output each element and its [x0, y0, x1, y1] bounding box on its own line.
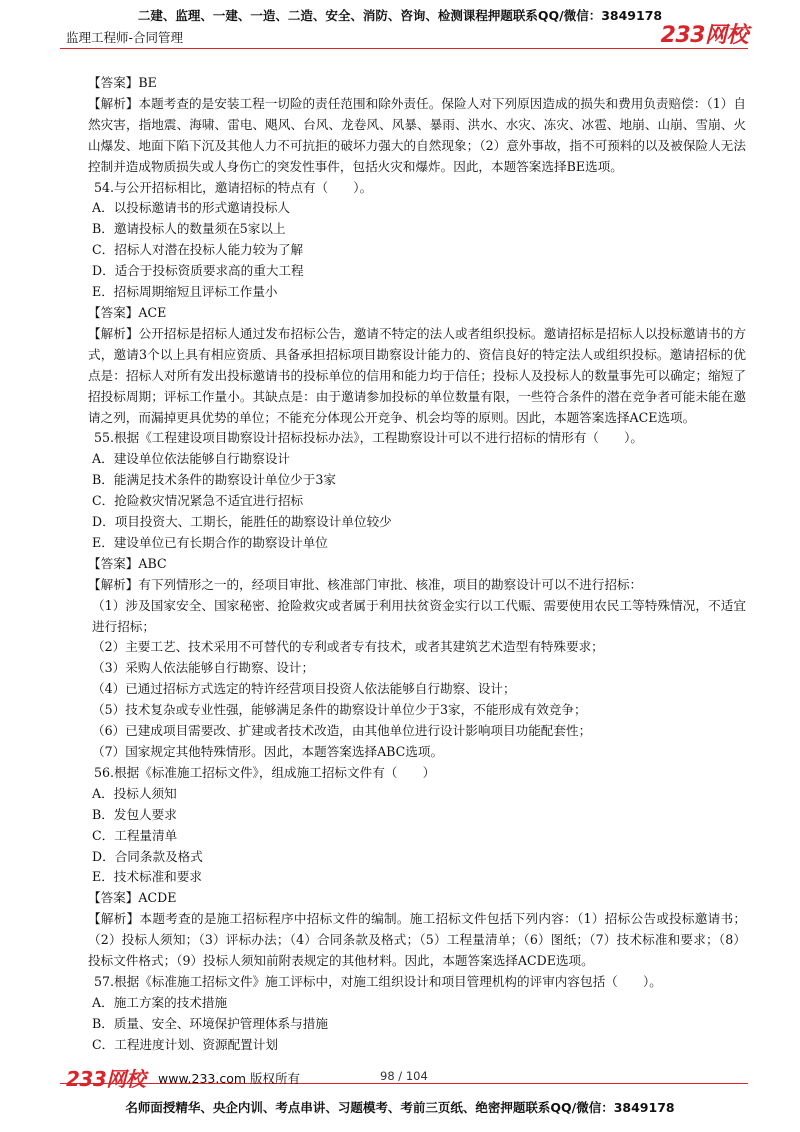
- answer-option: B．质量、安全、环境保护管理体系与措施: [92, 1015, 328, 1031]
- answer-option: A．施工方案的技术措施: [92, 994, 228, 1010]
- paragraph: （4）已通过招标方式选定的特许经营项目投资人依法能够自行勘察、设计；: [92, 681, 516, 697]
- answer-option: E．建设单位已有长期合作的勘察设计单位: [92, 534, 328, 550]
- paragraph: （7）国家规定其他特殊情形。因此，本题答案选择ABC选项。: [92, 744, 444, 759]
- question-stem: 54.与公开招标相比，邀请招标的特点有（ ）。: [94, 179, 373, 195]
- answer-option: B．能满足技术条件的勘察设计单位少于3家: [92, 472, 336, 488]
- paragraph: 【答案】ACE: [88, 304, 167, 320]
- question-stem: 57.根据《标准施工招标文件》施工评标中，对施工组织设计和项目管理机构的评审内容包括（ ）。: [94, 973, 662, 989]
- answer-option: C．工程量清单: [92, 827, 178, 843]
- answer-option: E．招标周期缩短且评标工作量小: [92, 284, 278, 300]
- paragraph: （6）已建成项目需要改、扩建或者技术改造，由其他单位进行设计影响项目功能配套性；: [92, 723, 592, 739]
- answer-option: C．招标人对潜在投标人能力较为了解: [92, 242, 304, 258]
- question-stem: 55.根据《工程建设项目勘察设计招标投标办法》，工程勘察设计可以不进行招标的情形有（ ）。: [94, 430, 643, 446]
- answer-option: D．适合于投标资质要求高的重大工程: [92, 263, 304, 279]
- footer-site-text: www.233.com 版权所有: [158, 1071, 300, 1086]
- document-body: [86, 73, 746, 1056]
- footer-logo: 233网校: [66, 1067, 146, 1091]
- footer-contact-line: 名师面授精华、央企内训、考点串讲、习题模考、考前三页纸、绝密押题联系QQ/微信：3849178: [125, 1100, 675, 1115]
- paragraph: 【答案】ABC: [88, 555, 167, 571]
- paragraph: （5）技术复杂或专业性强，能够满足条件的勘察设计单位少于3家，不能形成有效竞争；: [92, 702, 587, 718]
- brand-logo: 233网校: [660, 23, 748, 48]
- paragraph: （3）采购人依法能够自行勘察、设计；: [92, 660, 315, 676]
- paragraph: 【解析】本题考查的是施工招标程序中招标文件的编制。施工招标文件包括下列内容：（1）招标公告或投标邀请书；（2）投标人须知；（3）评标办法；（4）合同条款及格式；（5）工程量清单；（6）图纸；（7）技术标准和要求；（8）投标文件格式；（9）投标人须知前附表规定的其他材料。因此，本题答案选择ACDE选项。: [88, 911, 746, 969]
- answer-option: E．技术标准和要求: [92, 869, 202, 885]
- answer-option: B．邀请投标人的数量须在5家以上: [92, 221, 286, 237]
- header-divider: [60, 48, 748, 49]
- answer-option: D．合同条款及格式: [92, 848, 203, 864]
- paragraph: （2）主要工艺、技术采用不可替代的专利或者专有技术，或者其建筑艺术造型有特殊要求；: [92, 639, 604, 655]
- paragraph: 【解析】有下列情形之一的，经项目审批、核准部门审批、核准，项目的勘察设计可以不进行招标：: [88, 576, 643, 592]
- question-stem: 56.根据《标准施工招标文件》，组成施工招标文件有（ ）: [94, 764, 436, 780]
- paragraph: （1）涉及国家安全、国家秘密、抢险救灾或者属于利用扶贫资金实行以工代赈、需要使用农民工等特殊情况，不适宜进行招标；: [92, 597, 746, 634]
- paragraph: 【答案】ACDE: [88, 890, 177, 906]
- paragraph: 【解析】本题考查的是安装工程一切险的责任范围和除外责任。保险人对下列原因造成的损失和费用负责赔偿：（1）自然灾害，指地震、海啸、雷电、飓风、台风、龙卷风、风暴、暴雨、洪水、水灾、冻灾、冰雹、地崩、山崩、雪崩、火山爆发、地面下陷下沉及其他人力不可抗拒的破坏力强大的自然现象；（2）意外事故，指不可预料的以及被保险人无法控制并造成物质损失或人身伤亡的突发性事件，包括火灾和爆炸。因此，本题答案选择BE选项。: [88, 95, 746, 174]
- answer-option: C．抢险救灾情况紧急不适宜进行招标: [92, 493, 304, 509]
- paragraph: 【解析】公开招标是招标人通过发布招标公告，邀请不特定的法人或者组织投标。邀请招标是招标人以投标邀请书的方式，邀请3个以上具有相应资质、具备承担招标项目勘察设计能力的、资信良好的特定法人或组织投标。邀请招标的优点是：招标人对所有发出投标邀请书的投标单位的信用和能力均于信任；投标人及投标人的数量事先可以确定；缩短了招投标周期；评标工作量小。其缺点是：由于邀请参加投标的单位数量有限，一些符合条件的潜在竞争者可能未能在邀请之列，而漏掉更具优势的单位；不能充分体现公开竞争、机会均等的原则。因此，本题答案选择ACE选项。: [88, 325, 746, 425]
- header-contact-line: 二建、监理、一建、一造、二造、安全、消防、咨询、检测课程押题联系QQ/微信：3849178: [137, 8, 663, 23]
- answer-option: D．项目投资大、工期长，能胜任的勘察设计单位较少: [92, 514, 392, 530]
- answer-option: A．以投标邀请书的形式邀请投标人: [92, 200, 291, 216]
- answer-option: C．工程进度计划、资源配置计划: [92, 1036, 278, 1052]
- answer-option: A．建设单位依法能够自行勘察设计: [92, 451, 291, 467]
- answer-option: B．发包人要求: [92, 806, 177, 822]
- document-subtitle: 监理工程师-合同管理: [66, 30, 184, 45]
- answer-option: A．投标人须知: [92, 785, 177, 801]
- paragraph: 【答案】BE: [88, 75, 157, 90]
- page-number: 98 / 104: [380, 1069, 428, 1083]
